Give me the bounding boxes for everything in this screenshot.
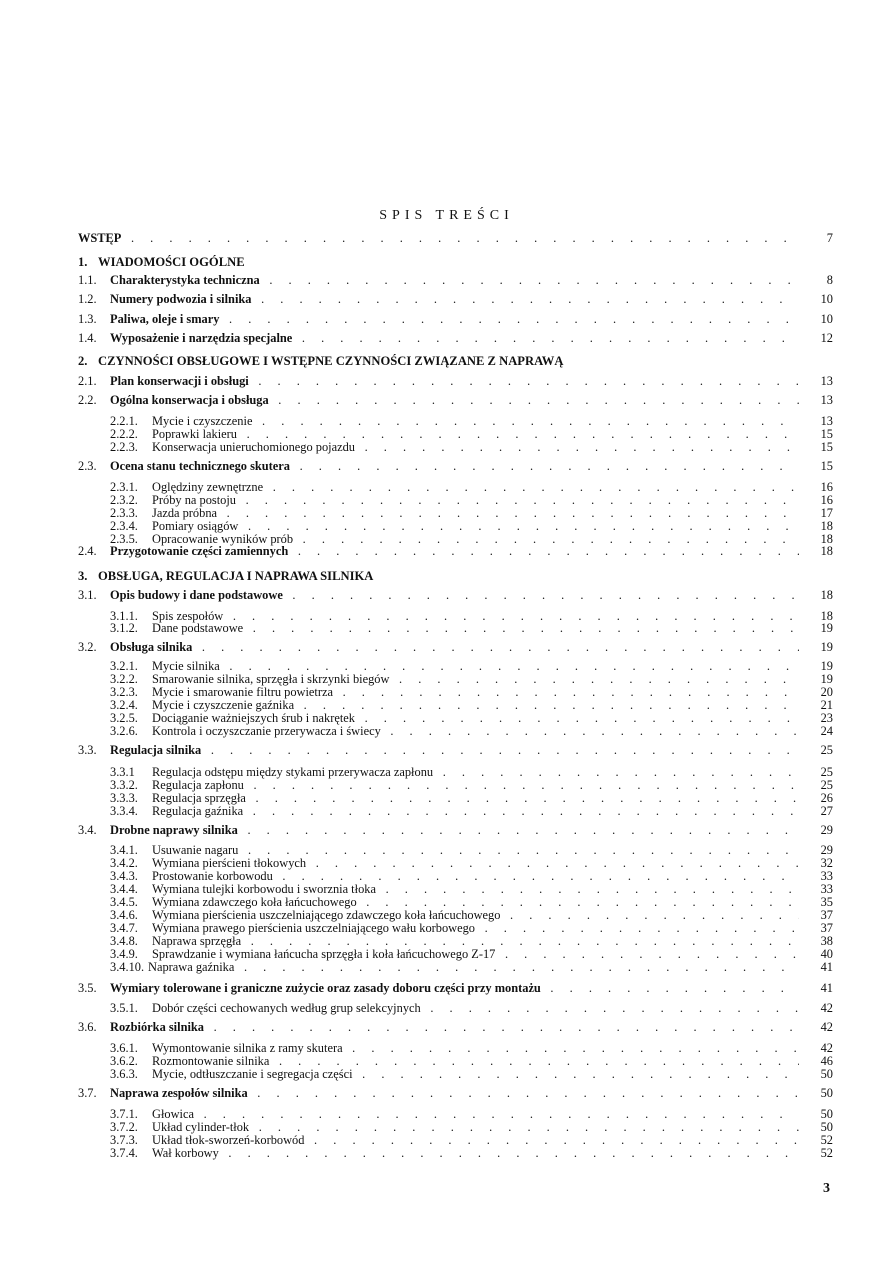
- toc-entry-page: 38: [820, 935, 833, 948]
- toc-entry-page: 37: [820, 922, 833, 935]
- toc-entry: [78, 545, 833, 558]
- toc-entry-number: 3.2.5.: [110, 712, 138, 725]
- toc-entry-page: 33: [820, 870, 833, 883]
- toc-entry-number: 1.1.: [78, 274, 97, 287]
- toc-entry-title: Rozbiórka silnika . . .: [110, 1021, 799, 1034]
- toc-entry: [78, 1002, 833, 1015]
- toc-entry-page: 37: [820, 909, 833, 922]
- toc-entry-title: Układ cylinder-tłok . . .: [152, 1121, 799, 1134]
- toc-entry: [78, 428, 833, 441]
- toc-entry: [78, 725, 833, 738]
- toc-entry-number: 3.3.2.: [110, 779, 138, 792]
- toc-entry-title: Wymiana pierścieni tłokowych . . .: [152, 857, 799, 870]
- toc-entry-title: Próby na postoju . . .: [152, 494, 799, 507]
- toc-entry-title: Przygotowanie części zamiennych . . .: [110, 545, 799, 558]
- toc-entry-title: Oględziny zewnętrzne . . .: [152, 481, 799, 494]
- toc-entry-title: Spis zespołów . . .: [152, 610, 799, 623]
- toc-entry: [78, 460, 833, 473]
- toc-entry-title: Ocena stanu technicznego skutera . . .: [110, 460, 799, 473]
- toc-section-number: 3.: [78, 569, 88, 583]
- toc-entry-page: 41: [820, 982, 833, 995]
- toc-entry-number: 3.3.4.: [110, 805, 138, 818]
- toc-entry-page: 15: [820, 460, 833, 473]
- toc-entry-page: 19: [820, 660, 833, 673]
- toc-entry-page: 18: [820, 520, 833, 533]
- toc-entry-title: Drobne naprawy silnika . . .: [110, 824, 799, 837]
- toc-entry: [78, 870, 833, 883]
- toc-entry-title: Mycie, odtłuszczanie i segregacja części . . .: [152, 1068, 799, 1081]
- toc-entry-number: 2.4.: [78, 545, 97, 558]
- toc-entry-page: 46: [820, 1055, 833, 1068]
- toc-entry-number: 3.4.9.: [110, 948, 138, 961]
- toc-entry-number: 3.7.3.: [110, 1134, 138, 1147]
- toc-entry-page: 18: [820, 533, 833, 546]
- toc-entry-page: 15: [820, 441, 833, 454]
- toc-entry-number: 3.5.: [78, 982, 97, 995]
- toc-entry-title: Mycie i smarowanie filtru powietrza . . .: [152, 686, 799, 699]
- toc-entry-title: Regulacja sprzęgła . . .: [152, 792, 799, 805]
- page-title: SPIS TREŚCI: [379, 208, 514, 223]
- toc-entry: [78, 982, 833, 995]
- toc-entry: [78, 332, 833, 345]
- toc-entry: [78, 712, 833, 725]
- toc-entry-number: 3.6.3.: [110, 1068, 138, 1081]
- toc-entry-title: Plan konserwacji i obsługi . . .: [110, 375, 799, 388]
- toc-entry-number: 3.2.1.: [110, 660, 138, 673]
- toc-entry: [78, 935, 833, 948]
- toc-section-number: 2.: [78, 354, 88, 368]
- toc-entry-number: 3.4.3.: [110, 870, 138, 883]
- toc-entry: [78, 313, 833, 326]
- toc-entry-title: Wymiana tulejki korbowodu i sworznia tłoka . . .: [152, 883, 799, 896]
- toc-entry-title: Regulacja zapłonu . . .: [152, 779, 799, 792]
- toc-entry-page: 18: [820, 545, 833, 558]
- toc-entry: [78, 883, 833, 896]
- toc-entry-number: 3.1.1.: [110, 610, 138, 623]
- toc-entry: [78, 673, 833, 686]
- toc-entry-number: 3.4.7.: [110, 922, 138, 935]
- toc-entry-number: 2.2.3.: [110, 441, 138, 454]
- toc-entry-title: Regulacja gaźnika . . .: [152, 805, 799, 818]
- toc-entry-page: 25: [820, 744, 833, 757]
- toc-entry-number: 2.2.1.: [110, 415, 138, 428]
- toc-entry-title: Naprawa gaźnika . . .: [148, 961, 799, 974]
- toc-entry: [78, 589, 833, 602]
- toc-entry: [78, 520, 833, 533]
- toc-entry: [78, 441, 833, 454]
- toc-entry: [78, 744, 833, 757]
- toc-section-heading: [78, 568, 833, 584]
- toc-entry-page: 40: [820, 948, 833, 961]
- toc-section-title: CZYNNOŚCI OBSŁUGOWE I WSTĘPNE CZYNNOŚCI ZWIĄZANE Z NAPRAWĄ: [98, 354, 564, 368]
- toc-entry-page: 19: [820, 673, 833, 686]
- toc-entry: [78, 961, 833, 974]
- toc-entry-title: Pomiary osiągów . . .: [152, 520, 799, 533]
- toc-entry-number: 3.5.1.: [110, 1002, 138, 1015]
- toc-entry-number: 3.7.1.: [110, 1108, 138, 1121]
- toc-entry-title: Wymontowanie silnika z ramy skutera . . .: [152, 1042, 799, 1055]
- toc-entry-number: 3.7.: [78, 1087, 97, 1100]
- toc-entry-title: Regulacja silnika . . .: [110, 744, 799, 757]
- toc-entry: [78, 922, 833, 935]
- toc-entry-page: 52: [820, 1147, 833, 1160]
- toc-entry-number: 1.3.: [78, 313, 97, 326]
- toc-entry-number: 3.3.1: [110, 766, 135, 779]
- toc-entry-number: 3.1.2.: [110, 622, 138, 635]
- toc-entry-number: 2.2.2.: [110, 428, 138, 441]
- toc-entry-title: Ogólna konserwacja i obsługa . . .: [110, 394, 799, 407]
- toc-entry-page: 50: [820, 1068, 833, 1081]
- toc-entry-title: Paliwa, oleje i smary . . .: [110, 313, 799, 326]
- toc-entry-number: 2.3.5.: [110, 533, 138, 546]
- toc-entry-number: 2.3.1.: [110, 481, 138, 494]
- toc-entry: [78, 948, 833, 961]
- toc-entry-number: 2.1.: [78, 375, 97, 388]
- toc-entry-title: Charakterystyka techniczna . . .: [110, 274, 799, 287]
- toc-entry-page: 32: [820, 857, 833, 870]
- toc-entry-page: 10: [820, 313, 833, 326]
- toc-entry-page: 23: [820, 712, 833, 725]
- toc-entry-page: 13: [820, 375, 833, 388]
- toc-entry-page: 42: [820, 1042, 833, 1055]
- toc-entry-page: 25: [820, 766, 833, 779]
- toc-entry-number: 3.4.: [78, 824, 97, 837]
- toc-entry-page: 18: [820, 589, 833, 602]
- toc-entry-page: 42: [820, 1002, 833, 1015]
- toc-entry-number: 3.4.10.: [110, 961, 145, 974]
- toc-entry-number: 3.3.: [78, 744, 97, 757]
- toc-entry: [78, 779, 833, 792]
- toc-entry-title: Jazda próbna . . .: [152, 507, 799, 520]
- toc-entry-number: 2.3.3.: [110, 507, 138, 520]
- toc-entry-title: Wymiana pierścienia uszczelniającego zdawczego koła łańcuchowego . . .: [152, 909, 799, 922]
- toc-entry-number: 3.7.2.: [110, 1121, 138, 1134]
- toc-entry-page: 26: [820, 792, 833, 805]
- toc-entry-title: Usuwanie nagaru . . .: [152, 844, 799, 857]
- toc-entry-number: 3.2.6.: [110, 725, 138, 738]
- toc-entry-number: 3.2.4.: [110, 699, 138, 712]
- toc-entry-page: 17: [820, 507, 833, 520]
- toc-entry-page: 13: [820, 415, 833, 428]
- toc-entry-page: 16: [820, 494, 833, 507]
- toc-entry-title: Wyposażenie i narzędzia specjalne . . .: [110, 332, 799, 345]
- toc-entry-title: Mycie i czyszczenie gaźnika . . .: [152, 699, 799, 712]
- page-number: 3: [823, 1181, 830, 1196]
- toc-entry-number: 3.1.: [78, 589, 97, 602]
- toc-entry-page: 41: [820, 961, 833, 974]
- toc-entry: [78, 792, 833, 805]
- toc-entry-title: Konserwacja unieruchomionego pojazdu . . .: [152, 441, 799, 454]
- toc-entry-page: 35: [820, 896, 833, 909]
- toc-entry: [78, 896, 833, 909]
- toc-section-heading: [78, 254, 833, 270]
- toc-entry: [78, 1042, 833, 1055]
- toc-entry: [78, 1087, 833, 1100]
- toc-entry-title: WSTĘP . . .: [78, 232, 799, 245]
- toc-entry: [78, 1147, 833, 1160]
- toc-entry-page: 8: [826, 274, 833, 287]
- toc-entry: [78, 766, 833, 779]
- toc-entry-page: 29: [820, 824, 833, 837]
- toc-entry-title: Wał korbowy . . .: [152, 1147, 799, 1160]
- toc-entry: [78, 660, 833, 673]
- toc-entry-title: Wymiana zdawczego koła łańcuchowego . . .: [152, 896, 799, 909]
- toc-entry: [78, 507, 833, 520]
- toc-entry-number: 3.6.: [78, 1021, 97, 1034]
- toc-entry: [78, 481, 833, 494]
- toc-entry-page: 42: [820, 1021, 833, 1034]
- toc-entry-number: 3.6.1.: [110, 1042, 138, 1055]
- toc-entry-number: 2.3.: [78, 460, 97, 473]
- toc-entry-title: Wymiana prawego pierścienia uszczelniającego wału korbowego . . .: [152, 922, 799, 935]
- toc-entry-title: Regulacja odstępu między stykami przerywacza zapłonu . . .: [152, 766, 799, 779]
- toc-entry-number: 3.4.2.: [110, 857, 138, 870]
- toc-section-heading: [78, 353, 833, 369]
- toc-entry: [78, 394, 833, 407]
- toc-entry: [78, 699, 833, 712]
- toc-entry-title: Naprawa zespołów silnika . . .: [110, 1087, 799, 1100]
- toc-entry: [78, 1021, 833, 1034]
- toc-entry-number: 3.4.1.: [110, 844, 138, 857]
- toc-entry-page: 13: [820, 394, 833, 407]
- toc-entry: [78, 1068, 833, 1081]
- toc-entry-title: Sprawdzanie i wymiana łańcucha sprzęgła i koła łańcuchowego Z-17 . . .: [152, 948, 799, 961]
- toc-entry-number: 2.3.2.: [110, 494, 138, 507]
- toc-entry-number: 3.4.4.: [110, 883, 138, 896]
- toc-entry-page: 12: [820, 332, 833, 345]
- toc-entry: [78, 494, 833, 507]
- toc-entry-title: Poprawki lakieru . . .: [152, 428, 799, 441]
- toc-entry-page: 25: [820, 779, 833, 792]
- toc-entry-page: 27: [820, 805, 833, 818]
- toc-entry-page: 16: [820, 481, 833, 494]
- toc-entry-number: 3.7.4.: [110, 1147, 138, 1160]
- toc-entry-number: 3.6.2.: [110, 1055, 138, 1068]
- toc-entry-title: Rozmontowanie silnika . . .: [152, 1055, 799, 1068]
- toc-entry-title: Opis budowy i dane podstawowe . . .: [110, 589, 799, 602]
- toc-entry: [78, 1108, 833, 1121]
- toc-entry: [78, 857, 833, 870]
- toc-entry-number: 3.4.8.: [110, 935, 138, 948]
- toc-entry-page: 52: [820, 1134, 833, 1147]
- toc-entry-title: Opracowanie wyników prób . . .: [152, 533, 799, 546]
- toc-entry: [78, 1121, 833, 1134]
- toc-entry: [78, 1134, 833, 1147]
- toc-entry-page: 29: [820, 844, 833, 857]
- toc-entry: [78, 375, 833, 388]
- toc-entry-number: 2.3.4.: [110, 520, 138, 533]
- toc-entry-title: Układ tłok-sworzeń-korbowód . . .: [152, 1134, 799, 1147]
- toc-entry-title: Numery podwozia i silnika . . .: [110, 293, 799, 306]
- toc-entry-number: 3.2.: [78, 641, 97, 654]
- toc-section-number: 1.: [78, 255, 88, 269]
- toc-entry-page: 20: [820, 686, 833, 699]
- toc-entry-page: 19: [820, 641, 833, 654]
- toc-entry-page: 24: [820, 725, 833, 738]
- toc-entry: [78, 1055, 833, 1068]
- toc-entry-title: Mycie silnika . . .: [152, 660, 799, 673]
- toc-entry-page: 7: [826, 232, 833, 245]
- toc-entry-number: 3.4.5.: [110, 896, 138, 909]
- toc-entry-title: Dane podstawowe . . .: [152, 622, 799, 635]
- toc-entry-title: Obsługa silnika . . .: [110, 641, 799, 654]
- toc-entry-page: 50: [820, 1108, 833, 1121]
- toc-entry-title: Smarowanie silnika, sprzęgła i skrzynki biegów . . .: [152, 673, 799, 686]
- toc-entry: [78, 641, 833, 654]
- toc-entry-number: 1.4.: [78, 332, 97, 345]
- toc-entry-page: 18: [820, 610, 833, 623]
- toc-entry-page: 19: [820, 622, 833, 635]
- toc-entry-page: 50: [820, 1121, 833, 1134]
- toc-entry-number: 3.2.2.: [110, 673, 138, 686]
- toc-entry-number: 2.2.: [78, 394, 97, 407]
- toc-entry-number: 3.2.3.: [110, 686, 138, 699]
- toc-entry: [78, 909, 833, 922]
- toc-entry: [78, 824, 833, 837]
- toc-entry: [78, 415, 833, 428]
- toc-section-title: OBSŁUGA, REGULACJA I NAPRAWA SILNIKA: [98, 569, 374, 583]
- toc-entry-title: Naprawa sprzęgła . . .: [152, 935, 799, 948]
- toc-entry-number: 3.3.3.: [110, 792, 138, 805]
- toc-entry-page: 50: [820, 1087, 833, 1100]
- table-of-contents: [78, 228, 833, 1168]
- toc-entry: [78, 274, 833, 287]
- toc-entry-title: Dobór części cechowanych według grup selekcyjnych . . .: [152, 1002, 799, 1015]
- toc-entry-number: 3.4.6.: [110, 909, 138, 922]
- toc-entry: [78, 293, 833, 306]
- toc-entry-page: 15: [820, 428, 833, 441]
- toc-entry-title: Kontrola i oczyszczanie przerywacza i świecy . . .: [152, 725, 799, 738]
- toc-entry: [78, 686, 833, 699]
- toc-entry: [78, 805, 833, 818]
- toc-entry-title: Głowica . . .: [152, 1108, 799, 1121]
- toc-entry-title: Mycie i czyszczenie . . .: [152, 415, 799, 428]
- toc-entry-title: Dociąganie ważniejszych śrub i nakrętek . . .: [152, 712, 799, 725]
- toc-entry-page: 33: [820, 883, 833, 896]
- toc-entry-title: Wymiary tolerowane i graniczne zużycie oraz zasady doboru części przy montażu . . .: [110, 982, 799, 995]
- toc-entry: [78, 622, 833, 635]
- toc-entry-page: 10: [820, 293, 833, 306]
- toc-entry: [78, 844, 833, 857]
- toc-entry-title: Prostowanie korbowodu . . .: [152, 870, 799, 883]
- toc-entry-number: 1.2.: [78, 293, 97, 306]
- toc-entry: [78, 232, 833, 245]
- toc-entry-page: 21: [820, 699, 833, 712]
- toc-section-title: WIADOMOŚCI OGÓLNE: [98, 255, 245, 269]
